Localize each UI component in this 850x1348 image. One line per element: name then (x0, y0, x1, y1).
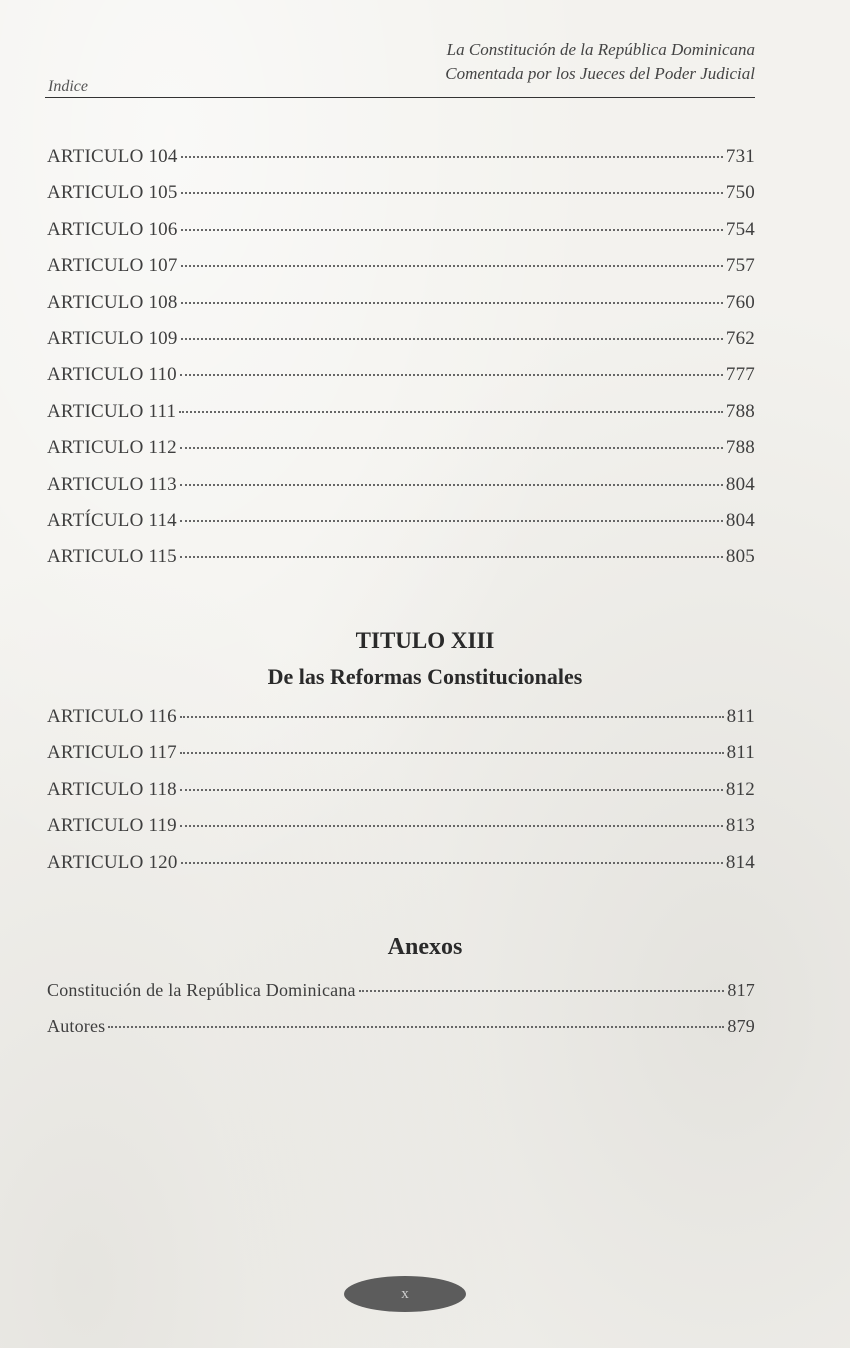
titulo-name: De las Reformas Constitucionales (267, 664, 583, 689)
toc-entry (47, 146, 755, 182)
toc-entry-page: 757 (725, 255, 755, 277)
dot-leader (180, 789, 723, 791)
titulo-number: TITULO XIII (355, 628, 495, 653)
book-title-line-2: Comentada por los Jueces del Poder Judicial (445, 64, 755, 83)
dot-leader (180, 752, 724, 754)
dot-leader (181, 302, 723, 304)
dot-leader (108, 1026, 724, 1028)
toc-entry-label: Autores (47, 1016, 106, 1036)
toc-entry (47, 364, 755, 400)
toc-entry-label: ARTICULO 104 (47, 146, 178, 167)
toc-entry (47, 474, 755, 510)
dot-leader (181, 156, 723, 158)
toc-entry (47, 255, 755, 291)
dot-leader (180, 484, 723, 486)
toc-entry-label: ARTICULO 110 (47, 364, 177, 386)
toc-entry (47, 1016, 755, 1052)
toc-entry (47, 328, 755, 364)
toc-entry-page: 811 (726, 742, 755, 764)
toc-entry-page: 731 (725, 146, 755, 167)
toc-entry-page: 805 (725, 546, 755, 568)
toc-entry-page: 804 (725, 473, 755, 495)
dot-leader (359, 990, 725, 992)
dot-leader (180, 374, 723, 376)
toc-entry-page: 817 (727, 980, 755, 1000)
toc-entry (47, 219, 755, 255)
toc-entry (47, 706, 755, 742)
toc-entry (47, 437, 755, 473)
toc-entry (47, 742, 755, 778)
dot-leader (181, 192, 723, 194)
toc-entry-label: ARTICULO 117 (47, 742, 177, 764)
dot-leader (180, 556, 723, 558)
page-header (45, 38, 755, 98)
dot-leader (181, 265, 723, 267)
toc-entry-label: ARTICULO 106 (47, 218, 178, 240)
dot-leader (181, 338, 723, 340)
toc-entry-label: ARTICULO 109 (47, 327, 178, 349)
toc-list-anexos (47, 980, 755, 1052)
toc-entry-label: ARTICULO 105 (47, 182, 178, 204)
header-divider (45, 97, 755, 98)
toc-entry (47, 182, 755, 218)
dot-leader (180, 447, 723, 449)
toc-entry (47, 401, 755, 437)
toc-entry-label: ARTICULO 108 (47, 291, 178, 313)
dot-leader (180, 716, 724, 718)
toc-entry-page: 788 (725, 400, 755, 422)
toc-entry-label: Constitución de la República Dominicana (47, 980, 356, 1000)
toc-entry-label: ARTICULO 107 (47, 255, 178, 277)
dot-leader (180, 825, 723, 827)
toc-entry (47, 852, 755, 888)
section-name: Indice (48, 78, 88, 95)
toc-entry-label: ARTICULO 115 (47, 546, 177, 568)
anexos-title: Anexos (387, 934, 463, 960)
toc-entry (47, 546, 755, 582)
page-number: x (401, 1285, 409, 1302)
toc-entry-page: 788 (725, 437, 755, 459)
toc-list-reformas (47, 706, 755, 888)
toc-entry-page: 811 (726, 706, 755, 727)
toc-entry (47, 779, 755, 815)
toc-entry-label: ARTICULO 116 (47, 706, 177, 727)
page-number-badge (344, 1276, 466, 1312)
toc-entry (47, 815, 755, 851)
toc-entry-label: ARTICULO 119 (47, 815, 177, 837)
toc-entry-page: 879 (727, 1016, 755, 1036)
book-title (445, 38, 755, 86)
toc-entry-page: 750 (725, 182, 755, 204)
toc-entry-page: 762 (725, 327, 755, 349)
toc-entry-label: ARTICULO 112 (47, 437, 177, 459)
toc-entry-page: 814 (725, 851, 755, 873)
toc-entry-label: ARTICULO 113 (47, 473, 177, 495)
dot-leader (181, 229, 723, 231)
toc-list-articles (47, 146, 755, 583)
toc-entry-page: 760 (725, 291, 755, 313)
toc-entry-page: 777 (725, 364, 755, 386)
dot-leader (180, 520, 723, 522)
toc-entry-page: 804 (725, 509, 755, 531)
toc-entry-page: 812 (725, 778, 755, 800)
toc-entry-label: ARTICULO 118 (47, 778, 177, 800)
toc-entry (47, 980, 755, 1016)
toc-entry-page: 813 (725, 815, 755, 837)
toc-entry-label: ARTICULO 111 (47, 400, 177, 422)
toc-entry-label: ARTICULO 120 (47, 851, 178, 873)
dot-leader (181, 862, 723, 864)
book-title-line-1: La Constitución de la República Dominicana (446, 40, 755, 59)
toc-entry (47, 510, 755, 546)
dot-leader (179, 411, 723, 413)
toc-entry (47, 292, 755, 328)
toc-entry-page: 754 (725, 218, 755, 240)
toc-entry-label: ARTÍCULO 114 (47, 509, 177, 531)
